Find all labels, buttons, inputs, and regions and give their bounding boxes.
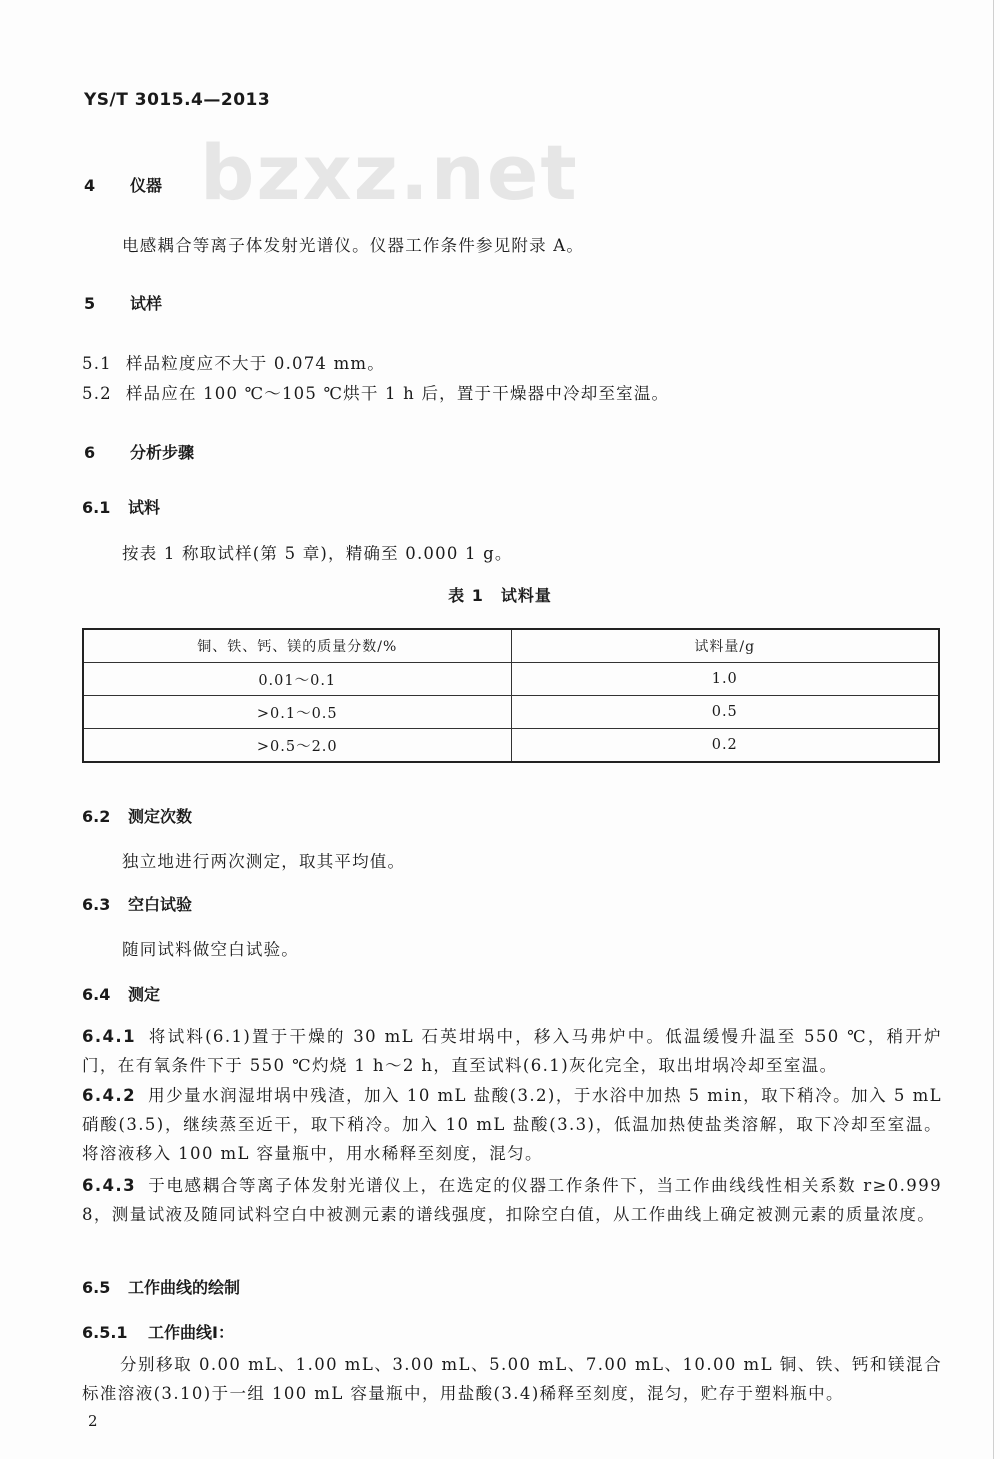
clause-number: 5.1	[82, 354, 112, 373]
clause-5-2	[82, 380, 669, 404]
table-title: 表 1 试料量	[448, 586, 552, 605]
section-title: 分析步骤	[130, 443, 195, 462]
section-title: 试料	[128, 498, 161, 517]
section-6-5-heading	[82, 1275, 240, 1298]
standard-code: YS/T 3015.4—2013	[84, 90, 271, 110]
table-cell: >0.1～0.5	[83, 696, 511, 729]
section-6-heading	[84, 440, 194, 463]
page-number: 2	[88, 1412, 98, 1430]
section-number: 6.5	[82, 1278, 111, 1297]
clause-number: 6.4.1	[82, 1027, 136, 1046]
section-6-5-1-heading	[82, 1320, 234, 1343]
table-header-row	[83, 629, 939, 663]
clause-text: 将试料(6.1)置于干燥的 30 mL 石英坩埚中，移入马弗炉中。低温缓慢升温至 550 ℃，稍开炉门，在有氧条件下于 550 ℃灼烧 1 h～2 h，直至试料(6.1)灰化完全，取出坩埚冷却至室温。	[82, 1027, 942, 1075]
section-5-heading	[84, 291, 162, 314]
table-cell: 1.0	[511, 663, 939, 696]
section-4-body: 电感耦合等离子体发射光谱仪。仪器工作条件参见附录 A。	[122, 236, 585, 255]
column-header: 试料量/g	[511, 629, 939, 663]
section-title: 工作曲线的绘制	[128, 1278, 241, 1297]
clause-number: 6.4.3	[82, 1176, 136, 1195]
section-title: 空白试验	[128, 895, 193, 914]
section-title: 工作曲线Ⅰ：	[148, 1323, 234, 1342]
section-6-3-body: 随同试料做空白试验。	[122, 940, 299, 959]
clause-number: 5.2	[82, 384, 112, 403]
table-cell: 0.5	[511, 696, 939, 729]
clause-number: 6.4.2	[82, 1086, 136, 1105]
table-row	[83, 696, 939, 729]
sample-mass-table	[82, 628, 940, 763]
clause-text: 于电感耦合等离子体发射光谱仪上，在选定的仪器工作条件下，当工作曲线线性相关系数 r≥0.999 8，测量试液及随同试料空白中被测元素的谱线强度，扣除空白值，从工作曲线上确定被测元素的质量浓度。	[82, 1176, 942, 1224]
column-header: 铜、铁、钙、镁的质量分数/%	[83, 629, 511, 663]
section-6-4-heading	[82, 982, 160, 1005]
table-cell: 0.01～0.1	[83, 663, 511, 696]
clause-6-4-1	[82, 1022, 942, 1080]
table-row	[83, 663, 939, 696]
section-6-3-heading	[82, 892, 192, 915]
page-edge	[993, 0, 994, 1459]
section-number: 6.4	[82, 985, 111, 1004]
section-number: 6	[84, 443, 96, 462]
section-6-5-1-body: 分别移取 0.00 mL、1.00 mL、3.00 mL、5.00 mL、7.00 mL、10.00 mL 铜、铁、钙和镁混合标准溶液(3.10)于一组 100 mL 容量瓶中，用盐酸(3.4)稀释至刻度，混匀，贮存于塑料瓶中。	[82, 1355, 942, 1403]
section-title: 仪器	[130, 176, 163, 195]
clause-text: 样品粒度应不大于 0.074 mm。	[125, 354, 385, 373]
section-title: 测定次数	[128, 807, 193, 826]
section-title: 测定	[128, 985, 161, 1004]
section-number: 4	[84, 176, 96, 195]
section-title: 试样	[130, 294, 163, 313]
clause-6-4-3	[82, 1171, 942, 1229]
clause-5-1	[82, 350, 385, 374]
table-cell: 0.2	[511, 729, 939, 763]
section-6-2-body: 独立地进行两次测定，取其平均值。	[122, 852, 406, 871]
section-6-2-heading	[82, 804, 192, 827]
section-number: 6.3	[82, 895, 111, 914]
table-row	[83, 729, 939, 763]
clause-text: 用少量水润湿坩埚中残渣，加入 10 mL 盐酸(3.2)，于水浴中加热 5 min，取下稍冷。加入 5 mL 硝酸(3.5)，继续蒸至近干，取下稍冷。加入 10 mL 盐酸(3.3)，低温加热使盐类溶解，取下冷却至室温。将溶液移入 100 mL 容量瓶中，用水稀释至刻度，混匀。	[82, 1086, 942, 1163]
section-6-1-heading	[82, 495, 160, 518]
clause-6-4-2	[82, 1081, 942, 1168]
section-number: 5	[84, 294, 96, 313]
watermark: bzxz.net	[200, 128, 579, 217]
section-4-heading	[84, 173, 162, 196]
section-number: 6.5.1	[82, 1323, 128, 1342]
clause-text: 样品应在 100 ℃～105 ℃烘干 1 h 后，置于干燥器中冷却至室温。	[125, 384, 670, 403]
section-number: 6.2	[82, 807, 111, 826]
section-6-1-body: 按表 1 称取试样(第 5 章)，精确至 0.000 1 g。	[122, 544, 513, 563]
section-number: 6.1	[82, 498, 111, 517]
table-cell: >0.5～2.0	[83, 729, 511, 763]
